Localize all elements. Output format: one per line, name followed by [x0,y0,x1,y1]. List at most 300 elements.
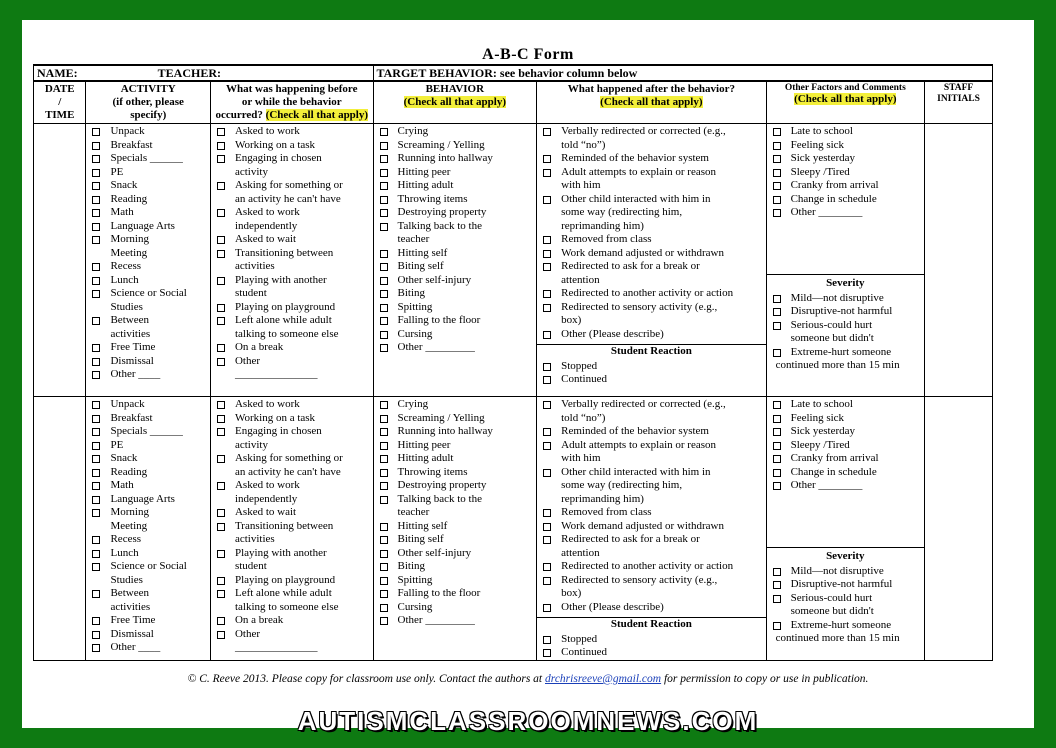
checkbox-icon[interactable] [217,142,225,150]
checkbox-icon[interactable] [543,509,551,517]
activity-item[interactable]: Breakfast [89,139,207,153]
after-item[interactable]: Redirected to ask for a break or [540,260,762,274]
checkbox-icon[interactable] [543,636,551,644]
after-item[interactable]: Reminded of the behavior system [540,152,762,166]
target-behavior-field[interactable]: TARGET BEHAVIOR: see behavior column below [373,65,992,81]
date-time-cell[interactable] [34,124,86,397]
checkbox-icon[interactable] [543,523,551,531]
checkbox-icon[interactable] [543,128,551,136]
activity-cell [86,124,211,397]
checkbox-icon[interactable] [92,128,100,136]
activity-item[interactable]: Unpack [89,398,207,412]
activity-item[interactable]: Recess [89,533,207,547]
checkbox-icon[interactable] [92,277,100,285]
checkbox-icon[interactable] [92,644,100,652]
checkbox-icon[interactable] [92,401,100,409]
behavior-item[interactable]: Biting [377,560,534,574]
activity-item[interactable]: Recess [89,260,207,274]
checkbox-icon[interactable] [380,317,388,325]
activity-item[interactable]: Language Arts [89,220,207,234]
checkbox-icon[interactable] [380,523,388,531]
checkbox-icon[interactable] [773,209,781,217]
checkbox-icon[interactable] [92,631,100,639]
checkbox-icon[interactable] [543,536,551,544]
checkbox-icon[interactable] [92,563,100,571]
checkbox-icon[interactable] [92,317,100,325]
checkbox-icon[interactable] [217,317,225,325]
activity-item[interactable]: Morning [89,233,207,247]
other-item[interactable]: Sleepy /Tired [770,439,921,453]
after-item[interactable]: Adult attempts to explain or reason [540,166,762,180]
checkbox-icon[interactable] [92,344,100,352]
behavior-item[interactable]: Other _________ [377,341,534,355]
severity-item[interactable]: Extreme-hurt someone [770,619,921,633]
checkbox-icon[interactable] [92,371,100,379]
checkbox-icon[interactable] [92,196,100,204]
checkbox-icon[interactable] [543,304,551,312]
other-item[interactable]: Other ________ [770,479,921,493]
checkbox-icon[interactable] [92,617,100,625]
after-item[interactable]: Work demand adjusted or withdrawn [540,247,762,261]
before-item[interactable]: Playing on playground [214,574,370,588]
checkbox-icon[interactable] [217,482,225,490]
before-item[interactable]: Asking for something or [214,179,370,193]
before-item[interactable]: Other [214,628,370,642]
behavior-item[interactable]: Running into hallway [377,152,534,166]
before-item[interactable]: Playing with another [214,274,370,288]
checkbox-icon[interactable] [773,581,781,589]
checkbox-icon[interactable] [217,455,225,463]
checkbox-icon[interactable] [92,442,100,450]
other-item[interactable]: Other ________ [770,206,921,220]
before-item[interactable]: Other [214,355,370,369]
checkbox-icon[interactable] [543,155,551,163]
checkbox-icon[interactable] [380,617,388,625]
behavior-item[interactable]: Hitting adult [377,179,534,193]
activity-item[interactable]: Morning [89,506,207,520]
behavior-item[interactable]: Screaming / Yelling [377,139,534,153]
checkbox-icon[interactable] [92,455,100,463]
checkbox-icon[interactable] [217,631,225,639]
checkbox-icon[interactable] [380,277,388,285]
before-item[interactable]: Asked to work [214,479,370,493]
before-item[interactable]: Asked to work [214,206,370,220]
checkbox-icon[interactable] [92,509,100,517]
behavior-item[interactable]: Other self-injury [377,547,534,561]
checkbox-icon[interactable] [773,182,781,190]
checkbox-icon[interactable] [543,236,551,244]
checkbox-icon[interactable] [380,482,388,490]
checkbox-icon[interactable] [92,536,100,544]
severity-item[interactable]: Mild—not disruptive [770,292,921,306]
checkbox-icon[interactable] [92,209,100,217]
severity-item[interactable]: Mild—not disruptive [770,565,921,579]
date-time-cell[interactable] [34,397,86,661]
checkbox-icon[interactable] [543,331,551,339]
after-item: told “no”) [561,138,606,151]
checkbox-icon[interactable] [380,344,388,352]
checkbox-icon[interactable] [543,169,551,177]
checkbox-icon[interactable] [380,401,388,409]
checkbox-icon[interactable] [92,169,100,177]
after-item[interactable]: Verbally redirected or corrected (e.g., [540,398,762,412]
other-factors-cell [766,397,924,661]
behavior-item[interactable]: Throwing items [377,193,534,207]
checkbox-icon[interactable] [217,344,225,352]
activity-item[interactable]: Math [89,206,207,220]
checkbox-icon[interactable] [380,455,388,463]
checkbox-icon[interactable] [543,376,551,384]
checkbox-icon[interactable] [380,142,388,150]
checkbox-icon[interactable] [380,415,388,423]
checkbox-icon[interactable] [380,442,388,450]
checkbox-icon[interactable] [217,277,225,285]
behavior-item[interactable]: Hitting self [377,247,534,261]
behavior-item[interactable]: Biting [377,287,534,301]
severity-title: Severity [826,550,865,562]
checkbox-icon[interactable] [217,617,225,625]
checkbox-icon[interactable] [92,358,100,366]
after-item: told “no”) [561,411,606,424]
checkbox-icon[interactable] [773,622,781,630]
staff-initials-cell[interactable] [925,124,993,397]
author-email-link[interactable]: drchrisreeve@gmail.com [545,673,662,685]
behavior-item[interactable]: Hitting peer [377,439,534,453]
other-item[interactable]: Feeling sick [770,412,921,426]
before-item[interactable]: Asked to work [214,125,370,139]
checkbox-icon[interactable] [380,263,388,271]
after-item[interactable]: Other child interacted with him in [540,193,762,207]
checkbox-icon[interactable] [773,128,781,136]
before-cell [210,397,373,661]
student-reaction-item[interactable]: Continued [540,373,762,387]
checkbox-icon[interactable] [380,169,388,177]
activity-item[interactable]: Between [89,314,207,328]
checkbox-icon[interactable] [773,455,781,463]
before-item[interactable]: Transitioning between [214,520,370,534]
entry-row [34,397,993,661]
student-reaction-item[interactable]: Continued [540,646,762,660]
severity-item[interactable]: Disruptive-not harmful [770,305,921,319]
behavior-item[interactable]: Other _________ [377,614,534,628]
behavior-item[interactable]: Spitting [377,574,534,588]
checkbox-icon[interactable] [217,401,225,409]
checkbox-icon[interactable] [217,250,225,258]
checkbox-icon[interactable] [773,401,781,409]
checkbox-icon[interactable] [92,236,100,244]
checkbox-icon[interactable] [543,577,551,585]
checkbox-icon[interactable] [217,577,225,585]
checkbox-icon[interactable] [773,322,781,330]
activity-item[interactable]: Lunch [89,274,207,288]
name-field[interactable]: NAME: TEACHER: [34,65,374,81]
checkbox-icon[interactable] [217,155,225,163]
after-item: with him [561,452,601,464]
checkbox-icon[interactable] [773,295,781,303]
checkbox-icon[interactable] [92,263,100,271]
after-item[interactable]: Redirected to another activity or action [540,560,762,574]
checkbox-icon[interactable] [543,290,551,298]
activity-item[interactable]: Other ____ [89,641,207,655]
behavior-item[interactable]: Cursing [377,601,534,615]
checkbox-icon[interactable] [773,349,781,357]
after-item: some way (redirecting him, [561,479,683,491]
student-reaction-title: Student Reaction [610,345,692,357]
checkbox-icon[interactable] [217,428,225,436]
activity-item[interactable]: Free Time [89,341,207,355]
activity-item[interactable]: Language Arts [89,493,207,507]
after-cell [537,397,766,661]
before-item[interactable]: Asked to wait [214,233,370,247]
checkbox-icon[interactable] [92,550,100,558]
after-item[interactable]: Removed from class [540,233,762,247]
checkbox-icon[interactable] [380,209,388,217]
activity-item[interactable]: Specials ______ [89,425,207,439]
other-item[interactable]: Change in schedule [770,466,921,480]
activity-item[interactable]: Free Time [89,614,207,628]
other-checklist [770,397,921,493]
checkbox-icon[interactable] [217,209,225,217]
checkbox-icon[interactable] [380,182,388,190]
checkbox-icon[interactable] [543,401,551,409]
checkbox-icon[interactable] [380,331,388,339]
behavior-item[interactable]: Throwing items [377,466,534,480]
checkbox-icon[interactable] [380,128,388,136]
checkbox-icon[interactable] [380,496,388,504]
behavior-item[interactable]: Talking back to the [377,493,534,507]
checkbox-icon[interactable] [380,223,388,231]
checkbox-icon[interactable] [773,428,781,436]
activity-item[interactable]: Snack [89,179,207,193]
checkbox-icon[interactable] [380,290,388,298]
activity-item: activities [110,327,151,340]
checkbox-icon[interactable] [773,155,781,163]
before-item: talking to someone else [234,327,339,340]
checkbox-icon[interactable] [773,482,781,490]
behavior-item[interactable]: Destroying property [377,479,534,493]
behavior-item[interactable]: Crying [377,398,534,412]
other-item[interactable]: Cranky from arrival [770,179,921,193]
checkbox-icon[interactable] [543,649,551,657]
severity-item[interactable]: Serious-could hurt [770,319,921,333]
after-item[interactable]: Reminded of the behavior system [540,425,762,439]
before-item[interactable]: On a break [214,614,370,628]
behavior-item[interactable]: Biting self [377,533,534,547]
checkbox-icon[interactable] [92,415,100,423]
activity-item[interactable]: Between [89,587,207,601]
before-item[interactable]: Engaging in chosen [214,152,370,166]
checkbox-icon[interactable] [217,128,225,136]
activity-item[interactable]: PE [89,166,207,180]
checkbox-icon[interactable] [92,182,100,190]
checkbox-icon[interactable] [217,236,225,244]
activity-item[interactable]: Reading [89,466,207,480]
checkbox-icon[interactable] [217,550,225,558]
after-item[interactable]: Verbally redirected or corrected (e.g., [540,125,762,139]
checkbox-icon[interactable] [380,469,388,477]
before-item[interactable]: Left alone while adult [214,314,370,328]
staff-initials-cell[interactable] [925,397,993,661]
checkbox-icon[interactable] [773,595,781,603]
checkbox-icon[interactable] [773,142,781,150]
checkbox-icon[interactable] [773,469,781,477]
after-item[interactable]: Removed from class [540,506,762,520]
before-item[interactable]: Working on a task [214,412,370,426]
behavior-item[interactable]: Falling to the floor [377,314,534,328]
student-reaction-title: Student Reaction [610,618,692,630]
behavior-item[interactable]: Falling to the floor [377,587,534,601]
checkbox-icon[interactable] [543,250,551,258]
activity-item[interactable]: Lunch [89,547,207,561]
behavior-item[interactable]: Hitting peer [377,166,534,180]
checkbox-icon[interactable] [543,563,551,571]
activity-item[interactable]: Other ____ [89,368,207,382]
checkbox-icon[interactable] [543,428,551,436]
checkbox-icon[interactable] [217,415,225,423]
before-item[interactable]: Working on a task [214,139,370,153]
severity-item: continued more than 15 min [775,632,900,644]
behavior-item[interactable]: Crying [377,125,534,139]
other-item[interactable]: Cranky from arrival [770,452,921,466]
checkbox-icon[interactable] [217,358,225,366]
activity-item[interactable]: Math [89,479,207,493]
after-item[interactable]: Other (Please describe) [540,328,762,342]
checkbox-icon[interactable] [92,590,100,598]
severity-item: someone but didn't [790,332,874,344]
before-item: student [234,560,267,572]
behavior-item[interactable]: Running into hallway [377,425,534,439]
checkbox-icon[interactable] [380,250,388,258]
checkbox-icon[interactable] [380,604,388,612]
before-item[interactable]: Transitioning between [214,247,370,261]
after-item[interactable]: Redirected to another activity or action [540,287,762,301]
checkbox-icon[interactable] [92,482,100,490]
before-item[interactable]: Asked to work [214,398,370,412]
activity-item[interactable]: Snack [89,452,207,466]
activity-item[interactable]: PE [89,439,207,453]
before-item[interactable]: Asking for something or [214,452,370,466]
behavior-header: BEHAVIOR (Check all that apply) [373,81,537,124]
other-item[interactable]: Sick yesterday [770,425,921,439]
after-item[interactable]: Adult attempts to explain or reason [540,439,762,453]
after-item[interactable]: Redirected to sensory activity (e.g., [540,574,762,588]
before-item[interactable]: Asked to wait [214,506,370,520]
severity-item[interactable]: Extreme-hurt someone [770,346,921,360]
checkbox-icon[interactable] [92,142,100,150]
checkbox-icon[interactable] [773,196,781,204]
before-item[interactable]: Left alone while adult [214,587,370,601]
checkbox-icon[interactable] [92,469,100,477]
other-item[interactable]: Late to school [770,398,921,412]
severity-item[interactable]: Disruptive-not harmful [770,578,921,592]
before-checklist [214,397,370,655]
checkbox-icon[interactable] [773,415,781,423]
checkbox-icon[interactable] [380,196,388,204]
activity-item[interactable]: Science or Social [89,560,207,574]
checkbox-icon[interactable] [217,509,225,517]
behavior-item[interactable]: Destroying property [377,206,534,220]
checkbox-icon[interactable] [380,590,388,598]
checkbox-icon[interactable] [92,496,100,504]
before-item[interactable]: Playing with another [214,547,370,561]
other-item[interactable]: Late to school [770,125,921,139]
behavior-item[interactable]: Talking back to the [377,220,534,234]
after-item[interactable]: Redirected to ask for a break or [540,533,762,547]
checkbox-icon[interactable] [380,155,388,163]
severity-item[interactable]: Serious-could hurt [770,592,921,606]
checkbox-icon[interactable] [543,196,551,204]
activity-item[interactable]: Dismissal [89,628,207,642]
checkbox-icon[interactable] [543,263,551,271]
other-item[interactable]: Change in schedule [770,193,921,207]
checkbox-icon[interactable] [92,290,100,298]
behavior-item[interactable]: Screaming / Yelling [377,412,534,426]
after-item: attention [561,546,600,559]
checkbox-icon[interactable] [217,523,225,531]
activity-item[interactable]: Science or Social [89,287,207,301]
after-item[interactable]: Redirected to sensory activity (e.g., [540,301,762,315]
activity-item[interactable]: Dismissal [89,355,207,369]
checkbox-icon[interactable] [773,442,781,450]
checkbox-icon[interactable] [92,155,100,163]
checkbox-icon[interactable] [380,428,388,436]
student-reaction-item[interactable]: Stopped [540,633,762,647]
before-item[interactable]: Playing on playground [214,301,370,315]
behavior-item[interactable]: Biting self [377,260,534,274]
activity-item[interactable]: Reading [89,193,207,207]
checkbox-icon[interactable] [380,577,388,585]
checkbox-icon[interactable] [217,304,225,312]
checkbox-icon[interactable] [217,590,225,598]
before-item[interactable]: Engaging in chosen [214,425,370,439]
checkbox-icon[interactable] [380,550,388,558]
before-item[interactable]: On a break [214,341,370,355]
after-item[interactable]: Other child interacted with him in [540,466,762,480]
behavior-item[interactable]: Hitting self [377,520,534,534]
checkbox-icon[interactable] [380,304,388,312]
checkbox-icon[interactable] [217,182,225,190]
behavior-item[interactable]: Other self-injury [377,274,534,288]
checkbox-icon[interactable] [773,308,781,316]
behavior-cell [373,397,537,661]
other-item[interactable]: Sick yesterday [770,152,921,166]
behavior-checklist [377,397,534,628]
student-reaction-item[interactable]: Stopped [540,360,762,374]
checkbox-icon[interactable] [543,442,551,450]
checkbox-icon[interactable] [380,536,388,544]
checkbox-icon[interactable] [543,604,551,612]
checkbox-icon[interactable] [773,169,781,177]
checkbox-icon[interactable] [543,469,551,477]
checkbox-icon[interactable] [380,563,388,571]
checkbox-icon[interactable] [92,223,100,231]
checkbox-icon[interactable] [543,363,551,371]
activity-item[interactable]: Specials ______ [89,152,207,166]
checkbox-icon[interactable] [92,428,100,436]
behavior-item[interactable]: Cursing [377,328,534,342]
other-item[interactable]: Feeling sick [770,139,921,153]
behavior-item[interactable]: Spitting [377,301,534,315]
after-item[interactable]: Work demand adjusted or withdrawn [540,520,762,534]
checkbox-icon[interactable] [773,568,781,576]
behavior-item[interactable]: Hitting adult [377,452,534,466]
severity-item: continued more than 15 min [775,359,900,371]
other-item[interactable]: Sleepy /Tired [770,166,921,180]
activity-item: Studies [110,300,143,313]
activity-item[interactable]: Breakfast [89,412,207,426]
activity-item[interactable]: Unpack [89,125,207,139]
after-item[interactable]: Other (Please describe) [540,601,762,615]
